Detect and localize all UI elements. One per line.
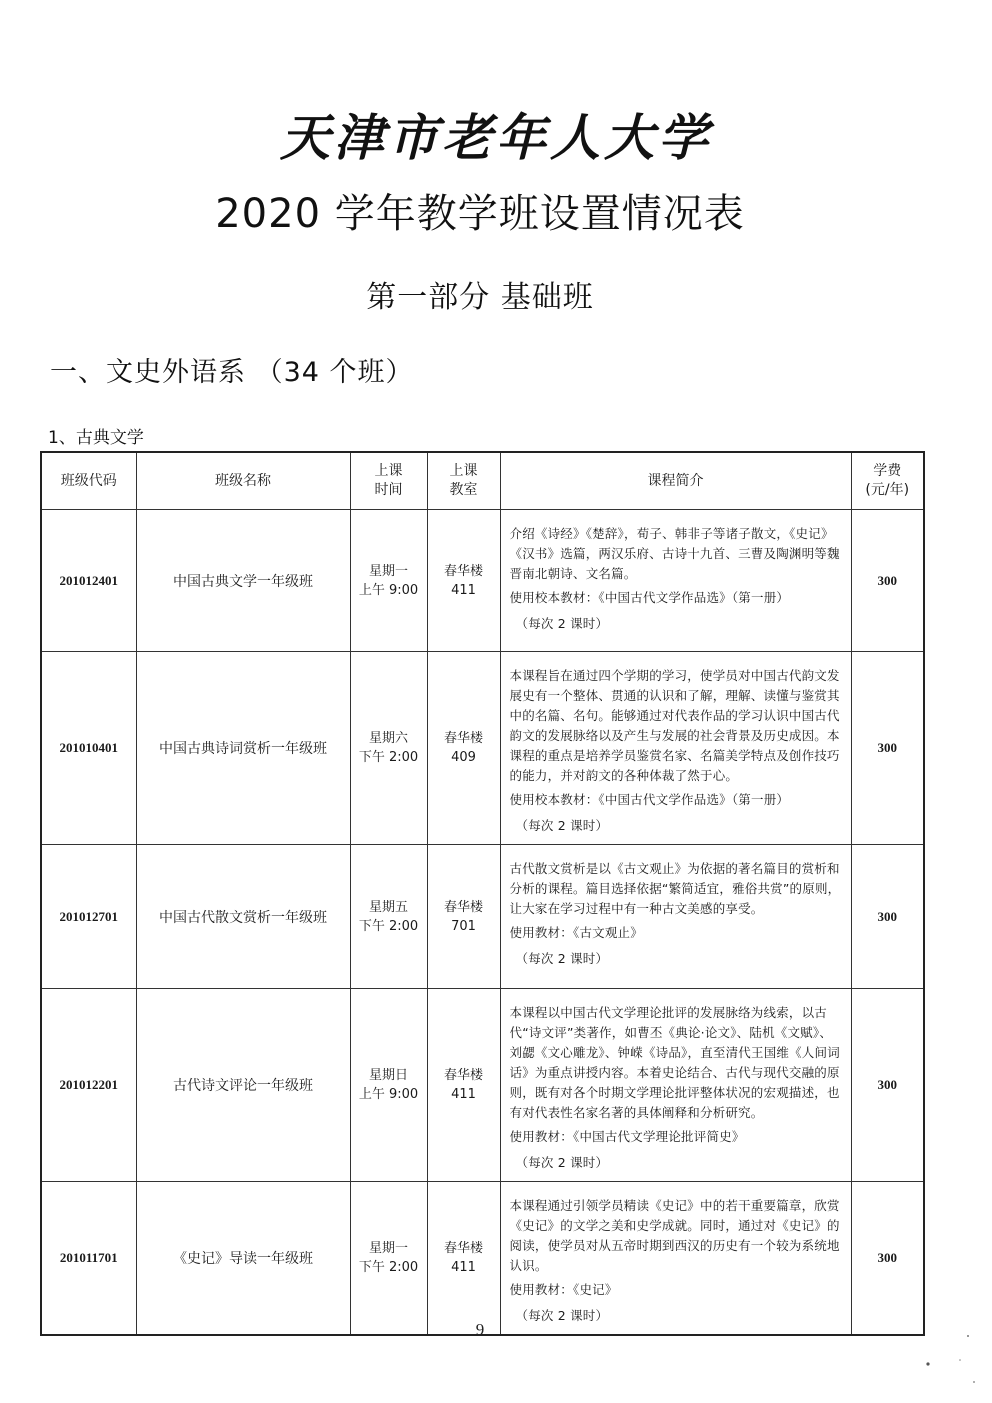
class-day: 星期五 xyxy=(368,899,408,915)
header-tuition xyxy=(851,452,924,510)
class-day: 星期六 xyxy=(368,731,408,746)
header-class-code: 班级代码 xyxy=(41,452,136,510)
tuition-fee: 300 xyxy=(851,652,924,845)
course-intro xyxy=(500,1182,851,1336)
class-slot: 上午 9:00 xyxy=(358,582,419,598)
building-name: 春华楼 xyxy=(443,899,483,915)
room-number: 409 xyxy=(451,750,476,765)
course-hours: （每次 2 课时） xyxy=(515,951,609,966)
class-name: 《史记》导读一年级班 xyxy=(136,1182,350,1336)
header-time-line1: 上课 xyxy=(374,463,403,479)
header-fee-line1: 学费 xyxy=(873,463,902,479)
classroom xyxy=(427,989,500,1182)
course-intro xyxy=(500,510,851,652)
table-header-row xyxy=(41,452,924,510)
class-code: 201010401 xyxy=(41,652,136,845)
class-slot: 下午 2:00 xyxy=(358,750,419,765)
header-time-line2: 时间 xyxy=(374,482,403,498)
class-name: 中国古典诗词赏析一年级班 xyxy=(136,652,350,845)
building-name: 春华楼 xyxy=(443,1068,483,1083)
course-intro xyxy=(500,845,851,989)
course-hours: （每次 2 课时） xyxy=(515,616,609,631)
table-row xyxy=(41,652,924,845)
course-description: 介绍《诗经》《楚辞》，荀子、韩非子等诸子散文，《史记》《汉书》选篇，两汉乐府、古诗十九首、三曹及陶渊明等魏晋南北朝诗、文名篇。 xyxy=(509,526,840,581)
tuition-fee: 300 xyxy=(851,989,924,1182)
class-slot: 上午 9:00 xyxy=(358,1087,419,1102)
course-hours: （每次 2 课时） xyxy=(515,1308,609,1323)
part-title: 第一部分 基础班 xyxy=(366,280,594,315)
scan-specks xyxy=(920,1330,980,1390)
class-slot: 下午 2:00 xyxy=(358,1260,419,1275)
building-name: 春华楼 xyxy=(443,731,483,746)
header-class-time xyxy=(350,452,427,510)
header-room-line2: 教室 xyxy=(449,482,478,498)
header-class-name: 班级名称 xyxy=(136,452,350,510)
classroom xyxy=(427,1182,500,1336)
course-description: 古代散文赏析是以《古文观止》为依据的著名篇目的赏析和分析的课程。篇目选择依据“繁简适宜，雅俗共赏”的原则，让大家在学习过程中有一种古文美感的享受。 xyxy=(509,861,841,916)
classroom xyxy=(427,652,500,845)
tuition-fee: 300 xyxy=(851,1182,924,1336)
class-time xyxy=(350,989,427,1182)
room-number: 411 xyxy=(451,582,476,598)
header-course-intro: 课程简介 xyxy=(500,452,851,510)
table-row xyxy=(41,1182,924,1336)
course-textbook: 使用校本教材：《中国古代文学作品选》（第一册） xyxy=(509,792,790,807)
subsection-title: 1、古典文学 xyxy=(48,428,144,448)
class-day: 星期日 xyxy=(368,1068,408,1083)
table-row xyxy=(41,845,924,989)
header-classroom xyxy=(427,452,500,510)
course-hours: （每次 2 课时） xyxy=(515,818,609,833)
class-time xyxy=(350,1182,427,1336)
course-description: 本课程旨在通过四个学期的学习，使学员对中国古代韵文发展史有一个整体、贯通的认识和了解，理解、读懂与鉴赏其中的名篇、名句。能够通过对代表作品的学习认识中国古代韵文的发展脉络以及产生与发展的社会背景及历史成因。本课程的重点是培养学员鉴赏名家、名篇美学特点及创作技巧的能力，并对韵文的各种体裁了然于心。 xyxy=(509,668,840,783)
class-time xyxy=(350,845,427,989)
course-description: 本课程以中国古代文学理论批评的发展脉络为线索，以古代“诗文评”类著作，如曹丕《典论·论文》、陆机《文赋》、刘勰《文心雕龙》、钟嵘《诗品》，直至清代王国维《人间词话》为重点讲授内容。本着史论结合、古代与现代交融的原则，既有对各个时期文学理论批评整体状况的宏观描述，也有对代表性名家名著的具体阐释和分析研究。 xyxy=(509,1005,840,1120)
class-name: 中国古代散文赏析一年级班 xyxy=(136,845,350,989)
document-title: 2020 学年教学班设置情况表 xyxy=(215,191,745,237)
table-row xyxy=(41,989,924,1182)
tuition-fee: 300 xyxy=(851,510,924,652)
class-time xyxy=(350,510,427,652)
building-name: 春华楼 xyxy=(443,1241,483,1256)
room-number: 411 xyxy=(451,1260,476,1275)
building-name: 春华楼 xyxy=(443,563,483,579)
course-intro xyxy=(500,652,851,845)
class-code: 201011701 xyxy=(41,1182,136,1336)
class-day: 星期一 xyxy=(368,1241,408,1256)
school-name-calligraphy: 天津市老年人大学 xyxy=(280,109,712,167)
course-table xyxy=(40,451,925,1336)
class-slot: 下午 2:00 xyxy=(358,918,419,934)
page-number: 9 xyxy=(475,1320,485,1339)
class-code: 201012401 xyxy=(41,510,136,652)
class-name: 中国古典文学一年级班 xyxy=(136,510,350,652)
room-number: 701 xyxy=(451,918,476,934)
class-name: 古代诗文评论一年级班 xyxy=(136,989,350,1182)
class-time xyxy=(350,652,427,845)
tuition-fee: 300 xyxy=(851,845,924,989)
class-day: 星期一 xyxy=(368,563,408,579)
classroom xyxy=(427,845,500,989)
class-code: 201012201 xyxy=(41,989,136,1182)
department-title: 一、文史外语系 （34 个班） xyxy=(50,357,414,388)
header-fee-line2: (元/年) xyxy=(865,482,910,498)
course-textbook: 使用教材：《古文观止》 xyxy=(509,925,643,940)
course-textbook: 使用校本教材：《中国古代文学作品选》（第一册） xyxy=(509,590,790,605)
course-textbook: 使用教材：《中国古代文学理论批评简史》 xyxy=(509,1129,745,1144)
course-hours: （每次 2 课时） xyxy=(515,1155,609,1170)
classroom xyxy=(427,510,500,652)
course-intro xyxy=(500,989,851,1182)
room-number: 411 xyxy=(451,1087,476,1102)
course-textbook: 使用教材：《史记》 xyxy=(509,1282,618,1297)
class-code: 201012701 xyxy=(41,845,136,989)
header-room-line1: 上课 xyxy=(449,463,478,479)
table-row xyxy=(41,510,924,652)
course-description: 本课程通过引领学员精读《史记》中的若干重要篇章，欣赏《史记》的文学之美和史学成就。同时，通过对《史记》的阅读，使学员对从五帝时期到西汉的历史有一个较为系统地认识。 xyxy=(509,1198,840,1273)
